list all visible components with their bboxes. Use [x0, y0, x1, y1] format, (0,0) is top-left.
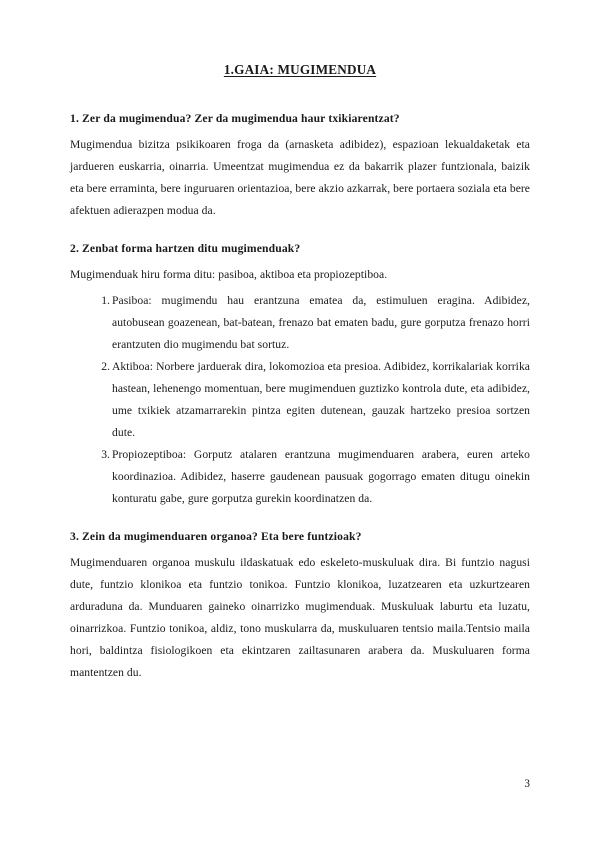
- list-item: [70, 356, 530, 444]
- section-2-paragraph: Mugimenduak hiru forma ditu: pasiboa, aktiboa eta propiozeptiboa.: [70, 267, 388, 281]
- list-item-text: Propiozeptiboa: Gorputz atalaren erantzuna mugimenduaren arabera, euren arteko koordinazioa. Adibidez, haserre gaudenean pausuak gogorrago ematen ditugu oinekin konturatu gabe, gure gorputza gurekin koordinatzen da.: [112, 447, 530, 505]
- section-spacer: [70, 510, 530, 528]
- list-item: [70, 290, 530, 356]
- section-1-heading: 1. Zer da mugimendua? Zer da mugimendua haur txikiarentzat?: [70, 111, 400, 125]
- page-number: 3: [524, 777, 530, 790]
- list-item-marker: 3.: [101, 447, 110, 461]
- list-item: [70, 444, 530, 510]
- section-2-heading: 2. Zenbat forma hartzen ditu mugimenduak?: [70, 241, 301, 255]
- list-item-marker: 1.: [101, 293, 110, 307]
- document-title: 1.GAIA: MUGIMENDUA: [223, 62, 377, 77]
- movement-forms-list: [70, 290, 530, 510]
- section-3-paragraph: Mugimenduaren organoa muskulu ildaskatuak edo eskeleto-muskuluak dira. Bi funtzio nagusi dute, funtzio klonikoa eta funtzio tonikoa. Funtzio klonikoa, luzatzearen eta uzkurtzearen arduraduna da. Munduaren gaineko oinarrizko mugimenduak. Muskuluak laburtu eta luzatu, oinarrizkoa. Funtzio tonikoa, aldiz, tono muskularra da, muskuluaren tentsio maila.Tentsio maila hori, baldintza fisiologikoen eta ekintzaren zailtasunaren arabera da. Muskuluaren forma mantentzen du.: [70, 555, 530, 679]
- list-item-marker: 2.: [101, 359, 110, 373]
- page-content: [70, 60, 530, 684]
- section-1-paragraph: Mugimendua bizitza psikikoaren froga da (arnasketa adibidez), espazioan lekualdaketak eta jardueren euskarria, oinarria. Umeentzat mugimendua ez da bakarrik plazer funtzionala, baizik eta bere erraminta, bere inguruaren orientazioa, bere akzio azkarrak, bere portaera soziala eta bere afektuen adierazpen modua da.: [70, 137, 530, 217]
- section-spacer: [70, 222, 530, 240]
- list-item-text: Aktiboa: Norbere jarduerak dira, lokomozioa eta presioa. Adibidez, korrikalariak korrika hastean, lehenengo momentuan, bere mugimenduen guztizko kontrola dute, eta adibidez, ume txikiek atzamarrarekin pintza egiten dutenean, gauzak hartzeko presioa sortzen dute.: [112, 359, 530, 439]
- section-3-heading: 3. Zein da mugimenduaren organoa? Eta bere funtzioak?: [70, 529, 362, 543]
- list-item-text: Pasiboa: mugimendu hau erantzuna ematea da, estimuluen eragina. Adibidez, autobusean goazenean, bat-batean, frenazo bat ematen badu, gure gorputza frenazo horri erantzuten dio mugimendu bat sortuz.: [112, 293, 530, 351]
